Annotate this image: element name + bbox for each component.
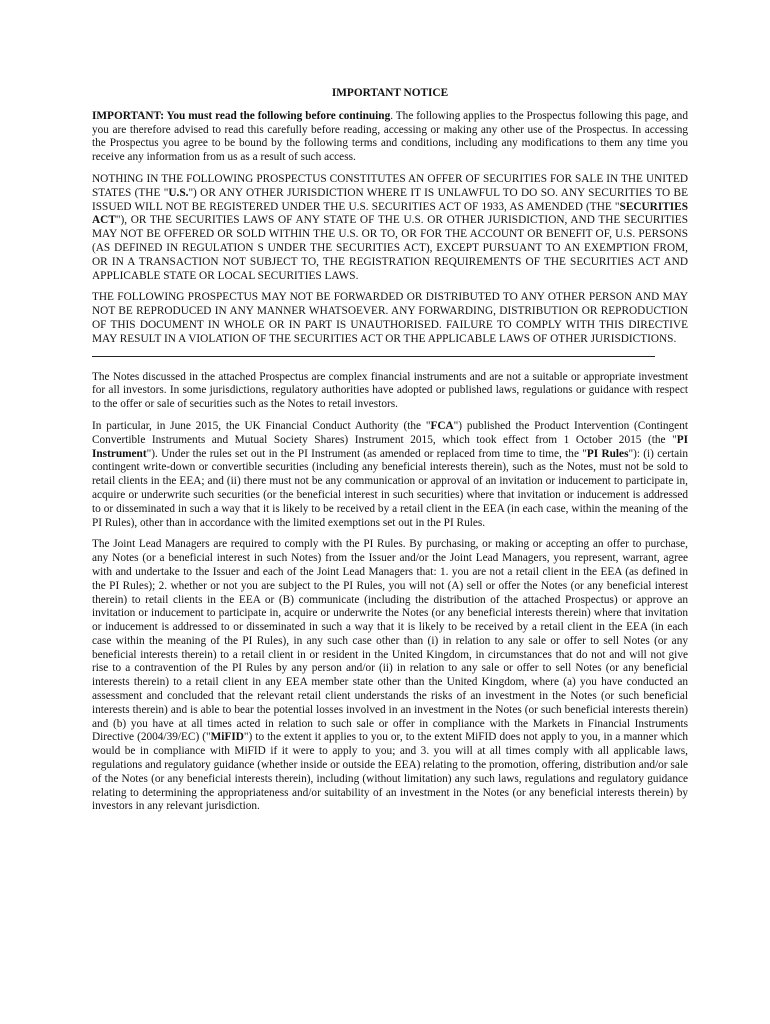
para2-securities-act-term: SECURITIES ACT: [92, 200, 688, 227]
para5-text-c: "). Under the rules set out in the PI Instrument (as amended or replaced from time to time, the ": [146, 447, 587, 460]
para5-pi-instrument-term: PI Instrument: [92, 433, 688, 460]
intro-text: . The following applies to the Prospectus following this page, and you are therefore advised to read this carefully before reading, accessing or making any other use of the Prospectus. In accessing the Prospectus you agree to be bound by the following terms and conditions, including any modifications to them any time you receive any information from us as a result of such access.: [92, 109, 688, 164]
distribution-paragraph: THE FOLLOWING PROSPECTUS MAY NOT BE FORWARDED OR DISTRIBUTED TO ANY OTHER PERSON AND MAY NOT BE REPRODUCED IN ANY MANNER WHATSOEVER. ANY FORWARDING, DISTRIBUTION OR REPRODUCTION OF THIS DOCUMENT IN WHOLE OR IN PART IS UNAUTHORISED. FAILURE TO COMPLY WITH THIS DIRECTIVE MAY RESULT IN A VIOLATION OF THE SECURITIES ACT OR THE APPLICABLE LAWS OF OTHER JURISDICTIONS.: [92, 291, 688, 345]
para6-text-b: ") to the extent it applies to you or, to the extent MiFID does not apply to you, in a manner which would be in compliance with MiFID if it were to apply to you; and 3. you will at all times comply with all applicable laws, regulations and regulatory guidance (whether inside or outside the EEA) relating to the promotion, offering, distribution and/or sale of the Notes (or any beneficial interests therein), including (without limitation) any such laws, regulations and regulatory guidance relating to determining the appropriateness and/or suitability of an investment in the Notes (or any beneficial interests therein) by investors in any relevant jurisdiction.: [92, 731, 688, 813]
joint-lead-managers-paragraph: [92, 538, 688, 814]
para6-mifid-term: MiFID: [210, 731, 244, 744]
para2-text-c: "), OR THE SECURITIES LAWS OF ANY STATE OF THE U.S. OR OTHER JURISDICTION, AND THE SECURITIES MAY NOT BE OFFERED OR SOLD WITHIN THE U.S. OR TO, OR FOR THE ACCOUNT OR BENEFIT OF, U.S. PERSONS (AS DEFINED IN REGULATION S UNDER THE SECURITIES ACT), EXCEPT PURSUANT TO AN EXEMPTION FROM, OR IN A TRANSACTION NOT SUBJECT TO, THE REGISTRATION REQUIREMENTS OF THE SECURITIES ACT AND APPLICABLE STATE OR LOCAL SECURITIES LAWS.: [92, 214, 688, 282]
para2-us-term: U.S.: [168, 186, 189, 199]
para6-text-a: The Joint Lead Managers are required to comply with the PI Rules. By purchasing, or making or accepting an offer to purchase, any Notes (or a beneficial interest in such Notes) from the Issuer and/or the Joint Lead Managers, you represent, warrant, agree with and undertake to the Issuer and each of the Joint Lead Managers that: 1. you are not a retail client in the EEA (as defined in the PI Rules); 2. whether or not you are subject to the PI Rules, you will not (A) sell or offer the Notes (or any beneficial interest therein) to retail clients in the EEA or (B) communicate (including the distribution of the attached Prospectus) or approve an invitation or inducement to participate in, acquire or underwrite the Notes (or any beneficial interests therein) where that invitation or inducement is addressed to or disseminated in such a way that it is likely to be received by a retail client in the EEA (in each case within the meaning of the PI Rules), in any such case other than (i) in relation to any sale or offer to sell Notes (or any beneficial interests therein) to a retail client in or resident in the United Kingdom, in circumstances that do not and will not give rise to a contravention of the PI Rules by any person and/or (ii) in relation to any sale or offer to sell Notes (or any beneficial interests therein) to a retail client in any EEA member state other than the United Kingdom, where (a) you have conducted an assessment and concluded that the relevant retail client understands the risks of an investment in the Notes (or such beneficial interests therein) and is able to bear the potential losses involved in an investment in the Notes (or such beneficial interests therein) and (b) you have at all times acted in relation to such sale or offer in compliance with the Markets in Financial Instruments Directive (2004/39/EC) (": [92, 538, 688, 744]
notes-paragraph: The Notes discussed in the attached Prospectus are complex financial instruments and are not a suitable or appropriate investment for all investors. In some jurisdictions, regulatory authorities have adopted or published laws, regulations or guidance with respect to the offer or sale of securities such as the Notes to retail investors.: [92, 370, 688, 411]
fca-paragraph: [92, 420, 688, 530]
para5-text-a: In particular, in June 2015, the UK Financial Conduct Authority (the ": [92, 419, 431, 432]
us-securities-paragraph: [92, 173, 688, 283]
document-page: [92, 87, 688, 822]
intro-bold-text: IMPORTANT: You must read the following before continuing: [92, 109, 391, 122]
intro-paragraph: [92, 110, 688, 165]
para5-fca-term: FCA: [430, 419, 454, 432]
para2-text-b: ") OR ANY OTHER JURISDICTION WHERE IT IS UNLAWFUL TO DO SO. ANY SECURITIES TO BE ISSUED WILL NOT BE REGISTERED UNDER THE U.S. SECURITIES ACT OF 1933, AS AMENDED (THE ": [92, 186, 688, 213]
notice-title: IMPORTANT NOTICE: [331, 87, 449, 99]
para5-text-b: ") published the Product Intervention (Contingent Convertible Instruments and Mutual Society Shares) Instrument 2015, which took effect from 1 October 2015 (the ": [92, 419, 688, 446]
para5-text-d: "): (i) certain contingent write-down or convertible securities (including any beneficial interests therein), such as the Notes, must not be sold to retail clients in the EEA; and (ii) there must not be any communication or approval of an invitation or inducement to participate in, acquire or underwrite such securities (or the beneficial interest in such securities) where that invitation or inducement is addressed to or disseminated in such a way that it is likely to be received by a retail client in the EEA (in each case, within the meaning of the PI Rules), other than in accordance with the limited exemptions set out in the PI Rules.: [92, 447, 688, 529]
section-divider: [92, 356, 655, 357]
para2-text-a: NOTHING IN THE FOLLOWING PROSPECTUS CONSTITUTES AN OFFER OF SECURITIES FOR SALE IN THE UNITED STATES (THE ": [92, 172, 688, 199]
para5-pi-rules-term: PI Rules: [586, 447, 629, 460]
